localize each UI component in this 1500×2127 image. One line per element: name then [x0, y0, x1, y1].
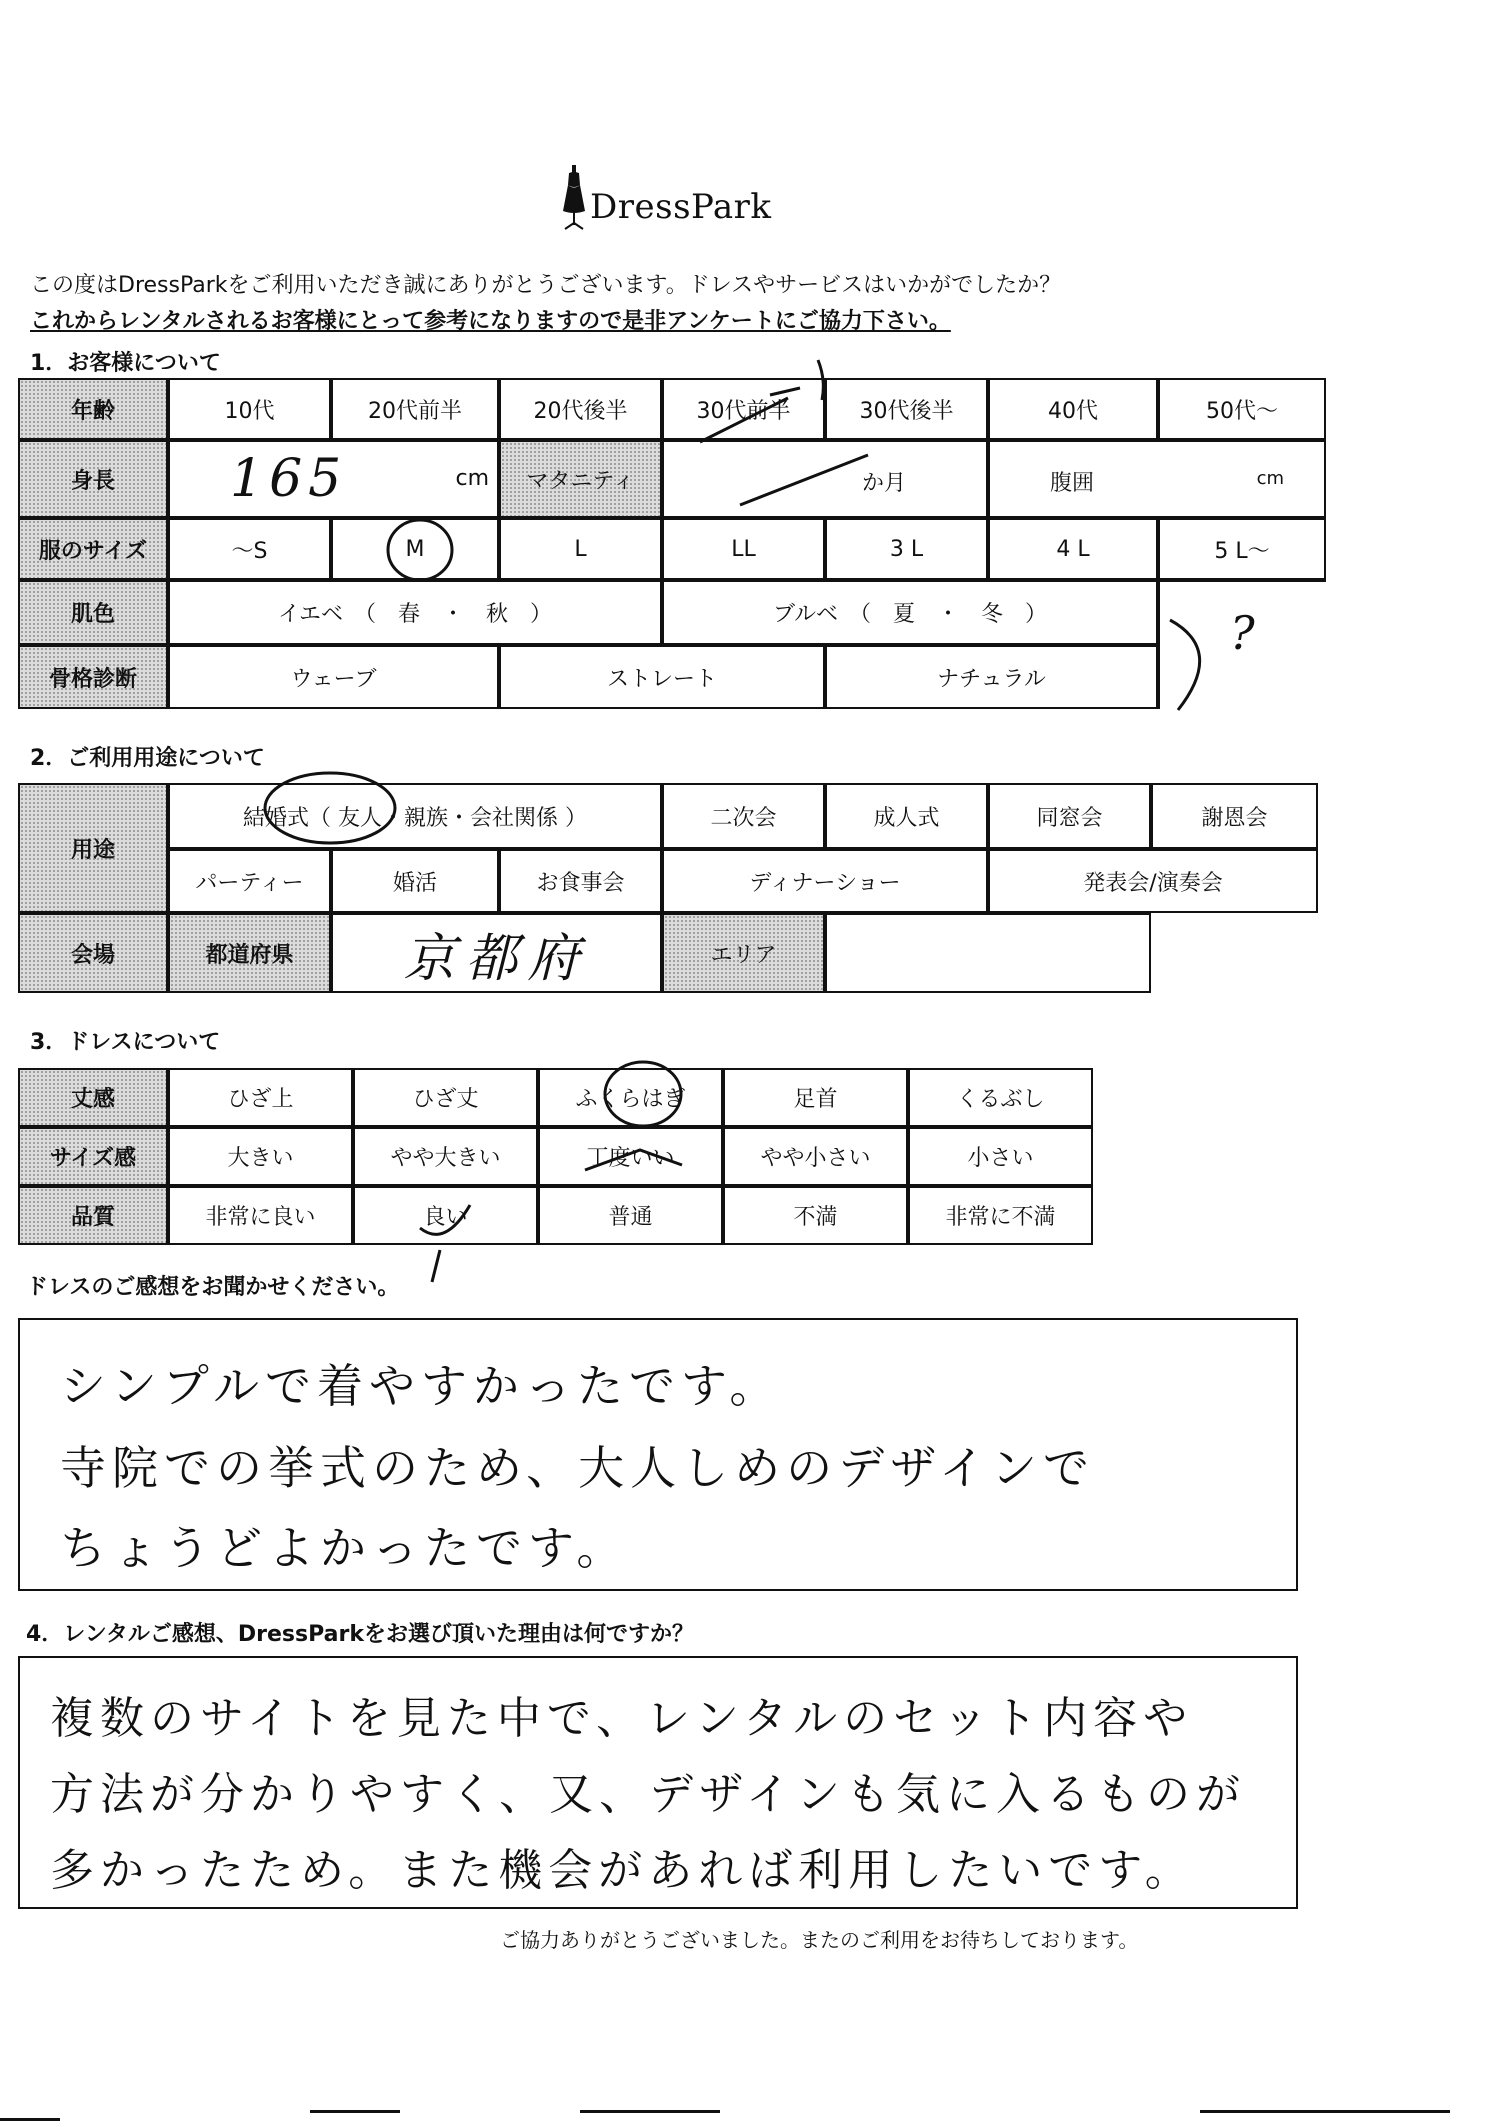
scan-edge-mark	[580, 2110, 720, 2113]
age-option[interactable]: 30代後半	[825, 378, 988, 440]
length-option-selected[interactable]: ふくらはぎ	[538, 1068, 723, 1127]
area-field[interactable]	[825, 913, 1151, 993]
fit-option[interactable]: 大きい	[168, 1127, 353, 1186]
brand-name: DressPark	[590, 187, 772, 227]
height-field[interactable]	[168, 440, 499, 518]
reason-line: 多かったため。また機会があれば利用したいです。	[50, 1845, 1195, 1896]
size-option[interactable]: L	[499, 518, 662, 580]
height-value: 165	[230, 449, 348, 509]
age-option[interactable]: 40代	[988, 378, 1158, 440]
pref-value: 京都府	[403, 928, 590, 989]
length-option[interactable]: くるぶし	[908, 1068, 1093, 1127]
impressions-line: シンプルで着やすかったです。	[60, 1359, 782, 1413]
age-label: 年齢	[18, 378, 168, 440]
size-option[interactable]: 3 L	[825, 518, 988, 580]
fit-option[interactable]: やや小さい	[723, 1127, 908, 1186]
quality-option[interactable]: 普通	[538, 1186, 723, 1245]
section-1-title: 1．お客様について	[30, 351, 221, 376]
use-option[interactable]: 同窓会	[988, 783, 1151, 849]
belly-label: 腹囲	[1050, 471, 1095, 496]
intro-line-2: これからレンタルされるお客様にとって参考になりますので是非アンケートにご協力下さい。	[30, 309, 951, 334]
skin-note: ?	[1230, 606, 1255, 660]
height-unit: cm	[455, 466, 489, 491]
months-label: か月	[861, 471, 906, 496]
size-option[interactable]: 4 L	[988, 518, 1158, 580]
height-label: 身長	[18, 440, 168, 518]
length-option[interactable]: ひざ丈	[353, 1068, 538, 1127]
pref-label: 都道府県	[168, 913, 331, 993]
length-option[interactable]: 足首	[723, 1068, 908, 1127]
bone-label: 骨格診断	[18, 645, 168, 709]
impressions-line: ちょうどよかったです。	[60, 1521, 629, 1575]
fit-option[interactable]: やや大きい	[353, 1127, 538, 1186]
skin-cool-option[interactable]: ブルベ （ 夏 ・ 冬 ）	[662, 580, 1158, 645]
fit-option[interactable]: 小さい	[908, 1127, 1093, 1186]
dress-form-icon	[560, 165, 588, 231]
pref-field[interactable]	[331, 913, 662, 993]
bone-option[interactable]: ストレート	[499, 645, 825, 709]
quality-label: 品質	[18, 1186, 168, 1245]
scan-edge-mark	[0, 2118, 60, 2121]
size-option-selected[interactable]: M	[331, 518, 499, 580]
impressions-line: 寺院での挙式のため、大人しめのデザインで	[60, 1441, 1095, 1495]
section-3-title: 3．ドレスについて	[30, 1030, 221, 1055]
belly-field[interactable]	[988, 440, 1326, 518]
age-option[interactable]: 10代	[168, 378, 331, 440]
bone-option[interactable]: ウェーブ	[168, 645, 499, 709]
use-option[interactable]: パーティー	[168, 849, 331, 913]
maternity-label: マタニティ	[499, 440, 662, 518]
size-option[interactable]: 5 L～	[1158, 518, 1326, 580]
intro-line-1: この度はDressParkをご利用いただき誠にありがとうございます。ドレスやサービスはいかがでしたか？	[30, 273, 1062, 298]
use-option[interactable]: 発表会/演奏会	[988, 849, 1318, 913]
length-label: 丈感	[18, 1068, 168, 1127]
brand-logo	[560, 165, 790, 245]
scan-edge-mark	[310, 2110, 400, 2113]
age-option[interactable]: 20代前半	[331, 378, 499, 440]
use-option[interactable]: 二次会	[662, 783, 825, 849]
use-label: 用途	[18, 783, 168, 913]
area-label: エリア	[662, 913, 825, 993]
size-option[interactable]: ～S	[168, 518, 331, 580]
skin-note-area	[1158, 580, 1326, 709]
size-label: 服のサイズ	[18, 518, 168, 580]
age-option[interactable]: 50代～	[1158, 378, 1326, 440]
footer-thanks: ご協力ありがとうございました。またのご利用をお待ちしております。	[500, 1928, 1139, 1952]
length-option[interactable]: ひざ上	[168, 1068, 353, 1127]
section-4-title: 4．レンタルご感想、DressParkをお選び頂いた理由は何ですか？	[26, 1622, 694, 1647]
venue-label: 会場	[18, 913, 168, 993]
bone-option[interactable]: ナチュラル	[825, 645, 1158, 709]
quality-option[interactable]: 不満	[723, 1186, 908, 1245]
section-2-title: 2．ご利用用途について	[30, 746, 265, 771]
quality-option[interactable]: 非常に不満	[908, 1186, 1093, 1245]
reason-line: 複数のサイトを見た中で、レンタルのセット内容や	[50, 1693, 1194, 1744]
use-option[interactable]: 婚活	[331, 849, 499, 913]
use-option[interactable]: ディナーショー	[662, 849, 988, 913]
size-option[interactable]: LL	[662, 518, 825, 580]
use-option[interactable]: お食事会	[499, 849, 662, 913]
skin-warm-option[interactable]: イエベ （ 春 ・ 秋 ）	[168, 580, 662, 645]
fit-option-selected[interactable]: 丁度いい	[538, 1127, 723, 1186]
scan-edge-mark	[1200, 2110, 1450, 2113]
skin-label: 肌色	[18, 580, 168, 645]
use-option[interactable]: 成人式	[825, 783, 988, 849]
use-wedding-option[interactable]: 結婚式（ 友人・親族・会社関係 ）	[168, 783, 662, 849]
reason-line: 方法が分かりやすく、又、デザインも気に入るものが	[50, 1769, 1247, 1820]
impressions-box[interactable]	[18, 1318, 1298, 1591]
fit-label: サイズ感	[18, 1127, 168, 1186]
quality-option-selected[interactable]: 良い	[353, 1186, 538, 1245]
age-option-selected[interactable]: 30代前半	[662, 378, 825, 440]
use-option[interactable]: 謝恩会	[1151, 783, 1318, 849]
reason-box[interactable]	[18, 1656, 1298, 1909]
age-option[interactable]: 20代後半	[499, 378, 662, 440]
maternity-months-field[interactable]	[662, 440, 988, 518]
belly-unit: cm	[1256, 468, 1284, 489]
impressions-prompt: ドレスのご感想をお聞かせください。	[26, 1275, 400, 1300]
quality-option[interactable]: 非常に良い	[168, 1186, 353, 1245]
